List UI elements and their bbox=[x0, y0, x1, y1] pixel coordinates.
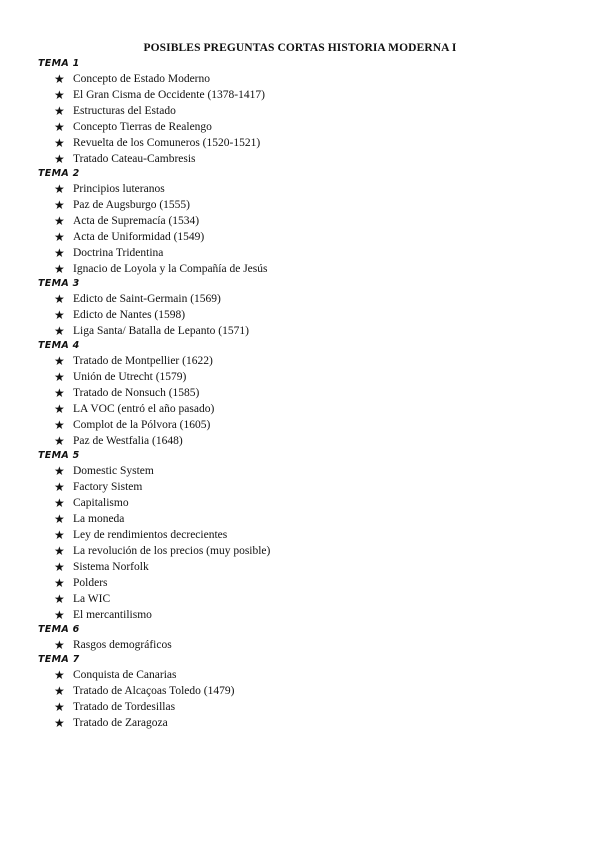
list-item bbox=[38, 291, 578, 307]
star-icon: ★ bbox=[54, 464, 65, 478]
star-icon: ★ bbox=[54, 496, 65, 510]
list-item-text: Acta de Uniformidad (1549) bbox=[73, 231, 205, 243]
list-item-text: El mercantilismo bbox=[73, 609, 152, 621]
section bbox=[38, 339, 578, 449]
star-icon: ★ bbox=[54, 560, 65, 574]
section-heading: TEMA 7 bbox=[38, 654, 80, 665]
star-icon: ★ bbox=[54, 230, 65, 244]
item-list bbox=[38, 291, 578, 339]
list-item bbox=[38, 715, 578, 731]
list-item bbox=[38, 699, 578, 715]
star-icon: ★ bbox=[54, 480, 65, 494]
star-icon: ★ bbox=[54, 246, 65, 260]
section-heading: TEMA 3 bbox=[38, 278, 80, 289]
list-item-text: Sistema Norfolk bbox=[73, 561, 149, 573]
item-list bbox=[38, 181, 578, 277]
list-item bbox=[38, 353, 578, 369]
list-item bbox=[38, 213, 578, 229]
list-item-text: Liga Santa/ Batalla de Lepanto (1571) bbox=[73, 325, 249, 337]
document-title: POSIBLES PREGUNTAS CORTAS HISTORIA MODERNA I bbox=[143, 42, 457, 54]
list-item bbox=[38, 511, 578, 527]
list-item-text: La moneda bbox=[73, 513, 125, 525]
list-item-text: Acta de Supremacía (1534) bbox=[73, 215, 200, 227]
section bbox=[38, 167, 578, 277]
star-icon: ★ bbox=[54, 592, 65, 606]
star-icon: ★ bbox=[54, 638, 65, 652]
list-item-text: Edicto de Nantes (1598) bbox=[73, 309, 186, 321]
list-item-text: Tratado de Tordesillas bbox=[73, 701, 176, 713]
section bbox=[38, 277, 578, 339]
list-item-text: LA VOC (entró el año pasado) bbox=[73, 403, 215, 415]
list-item bbox=[38, 667, 578, 683]
list-item bbox=[38, 559, 578, 575]
list-item bbox=[38, 135, 578, 151]
list-item-text: Tratado de Zaragoza bbox=[73, 717, 168, 729]
list-item bbox=[38, 181, 578, 197]
star-icon: ★ bbox=[54, 386, 65, 400]
list-item bbox=[38, 401, 578, 417]
section-heading: TEMA 6 bbox=[38, 624, 80, 635]
list-item bbox=[38, 495, 578, 511]
list-item bbox=[38, 369, 578, 385]
star-icon: ★ bbox=[54, 120, 65, 134]
star-icon: ★ bbox=[54, 576, 65, 590]
star-icon: ★ bbox=[54, 198, 65, 212]
list-item-text: Domestic System bbox=[73, 465, 154, 477]
star-icon: ★ bbox=[54, 512, 65, 526]
star-icon: ★ bbox=[54, 434, 65, 448]
list-item bbox=[38, 119, 578, 135]
star-icon: ★ bbox=[54, 370, 65, 384]
list-item bbox=[38, 103, 578, 119]
list-item-text: Paz de Westfalia (1648) bbox=[73, 435, 183, 447]
star-icon: ★ bbox=[54, 136, 65, 150]
star-icon: ★ bbox=[54, 262, 65, 276]
list-item bbox=[38, 575, 578, 591]
star-icon: ★ bbox=[54, 152, 65, 166]
item-list bbox=[38, 637, 578, 653]
list-item-text: Ignacio de Loyola y la Compañía de Jesús bbox=[73, 263, 268, 275]
list-item-text: Rasgos demográficos bbox=[73, 639, 172, 651]
list-item-text: Tratado de Alcaçoas Toledo (1479) bbox=[73, 685, 235, 697]
list-item-text: Unión de Utrecht (1579) bbox=[73, 371, 187, 383]
list-item bbox=[38, 323, 578, 339]
star-icon: ★ bbox=[54, 700, 65, 714]
star-icon: ★ bbox=[54, 418, 65, 432]
item-list bbox=[38, 463, 578, 623]
list-item bbox=[38, 479, 578, 495]
section-heading: TEMA 2 bbox=[38, 168, 80, 179]
list-item-text: Polders bbox=[73, 577, 108, 589]
list-item bbox=[38, 591, 578, 607]
list-item-text: Ley de rendimientos decrecientes bbox=[73, 529, 228, 541]
list-item bbox=[38, 417, 578, 433]
star-icon: ★ bbox=[54, 354, 65, 368]
list-item bbox=[38, 607, 578, 623]
list-item-text: Edicto de Saint-Germain (1569) bbox=[73, 293, 221, 305]
section bbox=[38, 57, 578, 167]
list-item-text: Revuelta de los Comuneros (1520-1521) bbox=[73, 137, 261, 149]
list-item bbox=[38, 87, 578, 103]
section-heading: TEMA 1 bbox=[38, 58, 80, 69]
star-icon: ★ bbox=[54, 608, 65, 622]
list-item bbox=[38, 385, 578, 401]
list-item-text: Concepto de Estado Moderno bbox=[73, 73, 211, 85]
list-item-text: Capitalismo bbox=[73, 497, 129, 509]
list-item bbox=[38, 151, 578, 167]
list-item bbox=[38, 527, 578, 543]
section bbox=[38, 623, 578, 653]
list-item-text: Tratado Cateau-Cambresis bbox=[73, 153, 196, 165]
list-item bbox=[38, 197, 578, 213]
star-icon: ★ bbox=[54, 716, 65, 730]
list-item bbox=[38, 245, 578, 261]
list-item-text: Factory Sistem bbox=[73, 481, 143, 493]
star-icon: ★ bbox=[54, 72, 65, 86]
list-item-text: Paz de Augsburgo (1555) bbox=[73, 199, 191, 211]
list-item-text: La revolución de los precios (muy posible) bbox=[73, 545, 271, 557]
star-icon: ★ bbox=[54, 528, 65, 542]
section bbox=[38, 449, 578, 623]
section bbox=[38, 653, 578, 731]
star-icon: ★ bbox=[54, 308, 65, 322]
star-icon: ★ bbox=[54, 214, 65, 228]
star-icon: ★ bbox=[54, 104, 65, 118]
star-icon: ★ bbox=[54, 402, 65, 416]
document-content bbox=[38, 57, 578, 731]
item-list bbox=[38, 71, 578, 167]
list-item bbox=[38, 71, 578, 87]
list-item bbox=[38, 637, 578, 653]
item-list bbox=[38, 667, 578, 731]
list-item-text: Estructuras del Estado bbox=[73, 105, 176, 117]
list-item bbox=[38, 433, 578, 449]
list-item-text: Complot de la Pólvora (1605) bbox=[73, 419, 211, 431]
list-item bbox=[38, 307, 578, 323]
list-item-text: El Gran Cisma de Occidente (1378-1417) bbox=[73, 89, 265, 101]
list-item bbox=[38, 683, 578, 699]
section-heading: TEMA 4 bbox=[38, 340, 80, 351]
star-icon: ★ bbox=[54, 684, 65, 698]
list-item-text: Concepto Tierras de Realengo bbox=[73, 121, 212, 133]
list-item-text: Tratado de Montpellier (1622) bbox=[73, 355, 213, 367]
list-item-text: Principios luteranos bbox=[73, 183, 165, 195]
item-list bbox=[38, 353, 578, 449]
list-item-text: Tratado de Nonsuch (1585) bbox=[73, 387, 200, 399]
list-item-text: La WIC bbox=[73, 593, 111, 605]
star-icon: ★ bbox=[54, 182, 65, 196]
list-item bbox=[38, 543, 578, 559]
list-item bbox=[38, 261, 578, 277]
list-item bbox=[38, 229, 578, 245]
section-heading: TEMA 5 bbox=[38, 450, 80, 461]
list-item-text: Conquista de Canarias bbox=[73, 669, 177, 681]
star-icon: ★ bbox=[54, 88, 65, 102]
star-icon: ★ bbox=[54, 668, 65, 682]
list-item bbox=[38, 463, 578, 479]
star-icon: ★ bbox=[54, 292, 65, 306]
star-icon: ★ bbox=[54, 544, 65, 558]
star-icon: ★ bbox=[54, 324, 65, 338]
list-item-text: Doctrina Tridentina bbox=[73, 247, 164, 259]
